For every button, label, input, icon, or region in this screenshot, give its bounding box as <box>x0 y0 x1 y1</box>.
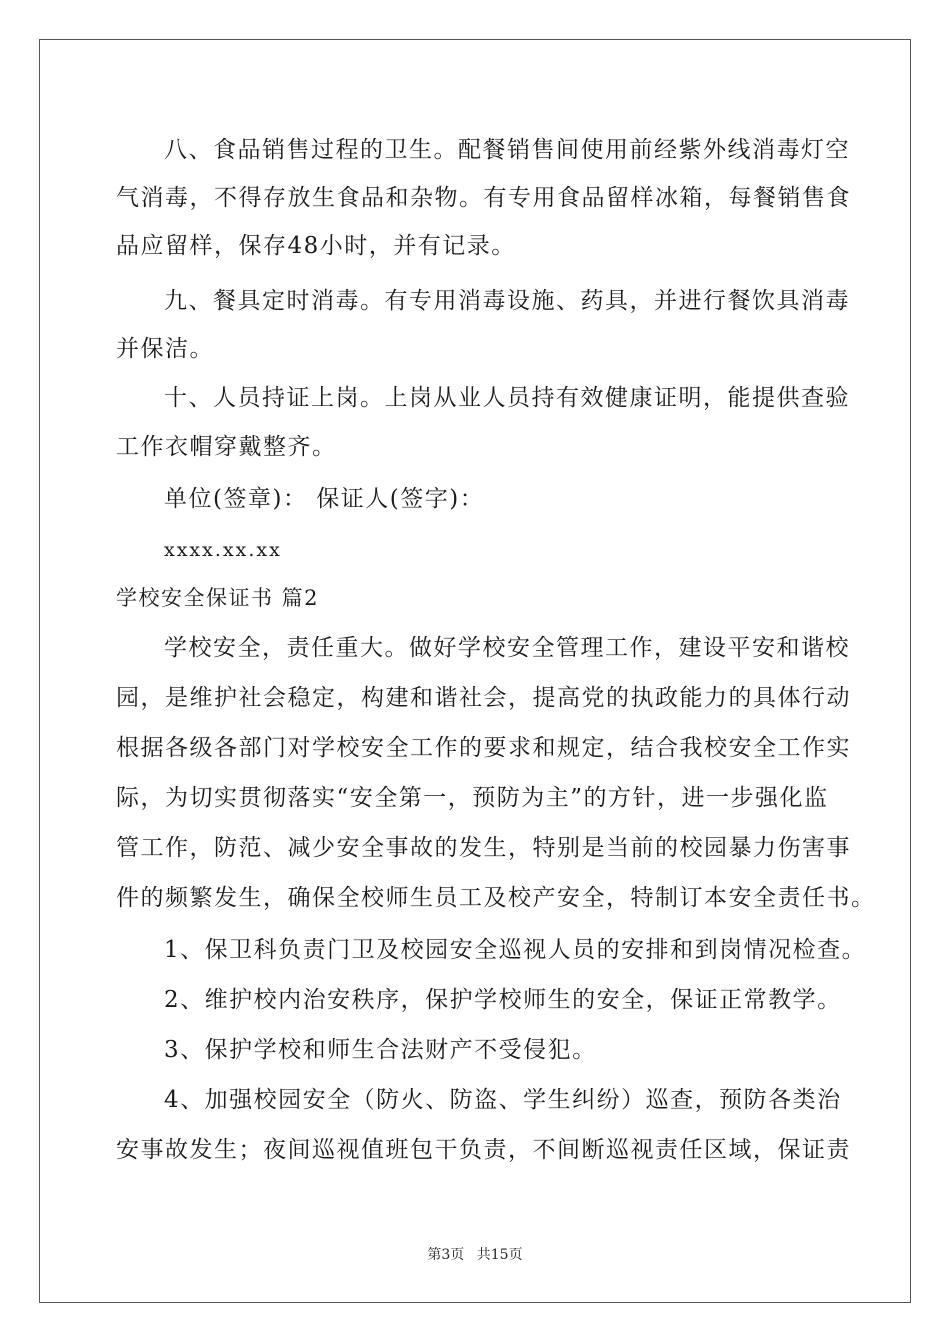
signature-line: 单位(签章)： 保证人(签字)： <box>164 486 485 512</box>
text-line: 际，为切实贯彻落实“安全第一，预防为主”的方针，进一步强化监 <box>116 785 829 811</box>
text-line: 八、食品销售过程的卫生。配餐销售间使用前经紫外线消毒灯空 <box>164 137 850 163</box>
text-line: 园，是维护社会稳定，构建和谐社会，提高党的执政能力的具体行动 <box>116 685 851 711</box>
text-line: 并保洁。 <box>116 336 214 362</box>
page-total: 共15页 <box>476 1247 523 1263</box>
text-line: 十、人员持证上岗。上岗从业人员持有效健康证明，能提供查验 <box>164 385 850 411</box>
text-line: 根据各级各部门对学校安全工作的要求和规定，结合我校安全工作实 <box>116 735 851 761</box>
text-line: 学校安全，责任重大。做好学校安全管理工作，建设平安和谐校 <box>164 635 850 661</box>
list-item: 3、保护学校和师生合法财产不受侵犯。 <box>164 1037 597 1063</box>
text-line: 安事故发生；夜间巡视值班包干负责，不间断巡视责任区域，保证责 <box>116 1137 851 1163</box>
text-line: 九、餐具定时消毒。有专用消毒设施、药具，并进行餐饮具消毒 <box>164 288 850 314</box>
text-line: 管工作，防范、减少安全事故的发生，特别是当前的校园暴力伤害事 <box>116 835 851 861</box>
section-heading: 学校安全保证书 篇2 <box>116 586 320 610</box>
page-number: 第3页 <box>427 1247 465 1263</box>
text-line: 品应留样，保存48小时，并有记录。 <box>116 233 516 259</box>
list-item: 4、加强校园安全（防火、防盗、学生纠纷）巡查，预防各类治 <box>164 1087 842 1113</box>
page-footer <box>0 1246 950 1264</box>
text-line: 工作衣帽穿戴整齐。 <box>116 434 337 460</box>
list-item: 2、维护校内治安秩序，保护学校师生的安全，保证正常教学。 <box>164 987 842 1013</box>
list-item: 1、保卫科负责门卫及校园安全巡视人员的安排和到岗情况检查。 <box>164 937 867 963</box>
text-line: 件的频繁发生，确保全校师生员工及校产安全，特制订本安全责任书。 <box>116 885 876 911</box>
text-line: 气消毒，不得存放生食品和杂物。有专用食品留样冰箱，每餐销售食 <box>116 185 851 211</box>
date-line: xxxx.xx.xx <box>164 539 282 561</box>
